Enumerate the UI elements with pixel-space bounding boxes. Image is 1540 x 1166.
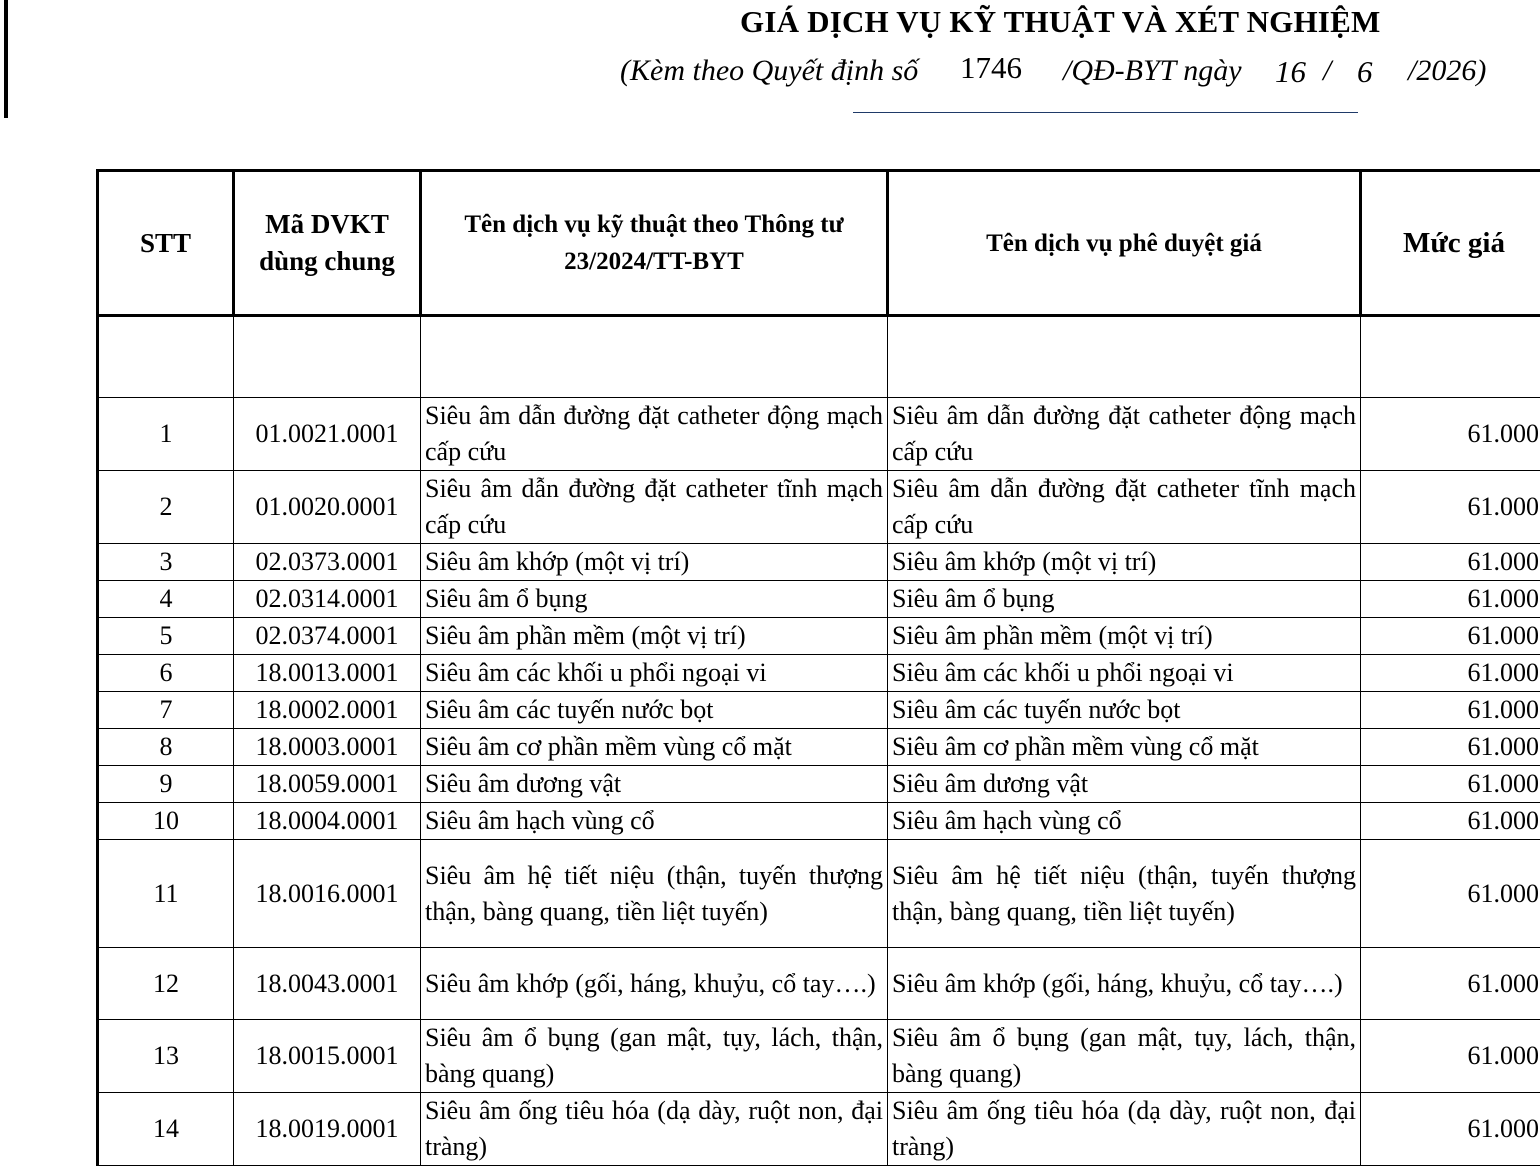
table-row xyxy=(98,471,1540,544)
table-row xyxy=(98,948,1540,1020)
decision-month: 6 xyxy=(1357,54,1373,90)
cell-name-circular: Siêu âm dẫn đường đặt catheter tĩnh mạch cấp cứu xyxy=(421,471,888,544)
cell-code: 18.0003.0001 xyxy=(234,729,421,766)
table-row xyxy=(98,618,1540,655)
cell-price: 61.000 xyxy=(1361,692,1540,729)
header-code: Mã DVKT dùng chung xyxy=(234,171,421,316)
table-row xyxy=(98,803,1540,840)
cell-name-circular: Siêu âm hạch vùng cổ xyxy=(421,803,888,840)
cell-name-approved: Siêu âm ổ bụng xyxy=(888,581,1361,618)
cell-name-approved: Siêu âm hạch vùng cổ xyxy=(888,803,1361,840)
cell-stt: 10 xyxy=(98,803,234,840)
cell-price: 61.000 xyxy=(1361,766,1540,803)
cell-name-circular: Siêu âm phần mềm (một vị trí) xyxy=(421,618,888,655)
cell-name-approved: Siêu âm hệ tiết niệu (thận, tuyến thượng thận, bàng quang, tiền liệt tuyến) xyxy=(888,840,1361,948)
cell-name-circular: Siêu âm các tuyến nước bọt xyxy=(421,692,888,729)
cell-price: 61.000 xyxy=(1361,544,1540,581)
cell-price: 61.000 xyxy=(1361,618,1540,655)
cell-code: 01.0021.0001 xyxy=(234,398,421,471)
empty-row xyxy=(98,316,1540,398)
cell-name-approved: Siêu âm khớp (gối, háng, khuỷu, cổ tay….) xyxy=(888,948,1361,1020)
cell-name-approved: Siêu âm các khối u phổi ngoại vi xyxy=(888,655,1361,692)
cell-name-approved: Siêu âm phần mềm (một vị trí) xyxy=(888,618,1361,655)
cell-code: 18.0015.0001 xyxy=(234,1020,421,1093)
table-row xyxy=(98,840,1540,948)
empty-cell xyxy=(1361,316,1540,398)
cell-name-circular: Siêu âm khớp (gối, háng, khuỷu, cổ tay….) xyxy=(421,948,888,1020)
cell-code: 02.0373.0001 xyxy=(234,544,421,581)
table-row xyxy=(98,766,1540,803)
cell-name-approved: Siêu âm các tuyến nước bọt xyxy=(888,692,1361,729)
cell-stt: 11 xyxy=(98,840,234,948)
cell-stt: 8 xyxy=(98,729,234,766)
cell-stt: 4 xyxy=(98,581,234,618)
header-name-approved: Tên dịch vụ phê duyệt giá xyxy=(888,171,1361,316)
cell-code: 18.0002.0001 xyxy=(234,692,421,729)
decision-suffix: /2026) xyxy=(1408,54,1486,88)
cell-name-approved: Siêu âm khớp (một vị trí) xyxy=(888,544,1361,581)
header-name-circular: Tên dịch vụ kỹ thuật theo Thông tư 23/2024/TT-BYT xyxy=(421,171,888,316)
cell-price: 61.000 xyxy=(1361,840,1540,948)
empty-cell xyxy=(421,316,888,398)
cell-stt: 13 xyxy=(98,1020,234,1093)
decision-reference xyxy=(0,54,1540,98)
empty-cell xyxy=(888,316,1361,398)
empty-cell xyxy=(98,316,234,398)
cell-name-circular: Siêu âm ống tiêu hóa (dạ dày, ruột non, đại tràng) xyxy=(421,1093,888,1166)
cell-price: 61.000 xyxy=(1361,471,1540,544)
cell-price: 61.000 xyxy=(1361,581,1540,618)
cell-code: 02.0374.0001 xyxy=(234,618,421,655)
cell-name-approved: Siêu âm ống tiêu hóa (dạ dày, ruột non, đại tràng) xyxy=(888,1093,1361,1166)
cell-name-circular: Siêu âm các khối u phổi ngoại vi xyxy=(421,655,888,692)
cell-code: 02.0314.0001 xyxy=(234,581,421,618)
cell-name-circular: Siêu âm dương vật xyxy=(421,766,888,803)
table-row xyxy=(98,581,1540,618)
decision-prefix: (Kèm theo Quyết định số xyxy=(620,54,918,88)
table-row xyxy=(98,692,1540,729)
cell-stt: 12 xyxy=(98,948,234,1020)
cell-price: 61.000 xyxy=(1361,729,1540,766)
cell-name-circular: Siêu âm hệ tiết niệu (thận, tuyến thượng thận, bàng quang, tiền liệt tuyến) xyxy=(421,840,888,948)
cell-price: 61.000 xyxy=(1361,655,1540,692)
decision-number: 1746 xyxy=(960,50,1022,86)
decision-day: 16 xyxy=(1275,54,1306,90)
empty-cell xyxy=(234,316,421,398)
table-row xyxy=(98,1093,1540,1166)
cell-code: 18.0016.0001 xyxy=(234,840,421,948)
cell-price: 61.000 xyxy=(1361,1093,1540,1166)
table-row xyxy=(98,544,1540,581)
cell-code: 18.0043.0001 xyxy=(234,948,421,1020)
cell-name-approved: Siêu âm dẫn đường đặt catheter động mạch cấp cứu xyxy=(888,398,1361,471)
cell-name-circular: Siêu âm ổ bụng xyxy=(421,581,888,618)
cell-price: 61.000 xyxy=(1361,398,1540,471)
cell-name-approved: Siêu âm dương vật xyxy=(888,766,1361,803)
cell-stt: 3 xyxy=(98,544,234,581)
table-header-row xyxy=(98,171,1540,316)
date-separator: / xyxy=(1323,54,1331,88)
cell-stt: 5 xyxy=(98,618,234,655)
cell-price: 61.000 xyxy=(1361,1020,1540,1093)
cell-stt: 14 xyxy=(98,1093,234,1166)
table-row xyxy=(98,398,1540,471)
cell-code: 18.0013.0001 xyxy=(234,655,421,692)
header-stt: STT xyxy=(98,171,234,316)
subtitle-underline xyxy=(853,112,1358,113)
cell-code: 18.0059.0001 xyxy=(234,766,421,803)
cell-name-approved: Siêu âm ổ bụng (gan mật, tụy, lách, thận, bàng quang) xyxy=(888,1020,1361,1093)
cell-code: 18.0019.0001 xyxy=(234,1093,421,1166)
cell-name-circular: Siêu âm khớp (một vị trí) xyxy=(421,544,888,581)
cell-code: 18.0004.0001 xyxy=(234,803,421,840)
decision-middle: /QĐ-BYT ngày xyxy=(1063,54,1242,88)
cell-code: 01.0020.0001 xyxy=(234,471,421,544)
cell-name-circular: Siêu âm ổ bụng (gan mật, tụy, lách, thận, bàng quang) xyxy=(421,1020,888,1093)
header-price: Mức giá xyxy=(1361,171,1540,316)
table-row xyxy=(98,1020,1540,1093)
cell-stt: 1 xyxy=(98,398,234,471)
cell-name-circular: Siêu âm cơ phần mềm vùng cổ mặt xyxy=(421,729,888,766)
table-row xyxy=(98,655,1540,692)
table-row xyxy=(98,729,1540,766)
cell-price: 61.000 xyxy=(1361,803,1540,840)
price-table xyxy=(96,169,1540,1166)
cell-stt: 6 xyxy=(98,655,234,692)
cell-price: 61.000 xyxy=(1361,948,1540,1020)
cell-name-approved: Siêu âm cơ phần mềm vùng cổ mặt xyxy=(888,729,1361,766)
cell-name-approved: Siêu âm dẫn đường đặt catheter tĩnh mạch cấp cứu xyxy=(888,471,1361,544)
cell-stt: 2 xyxy=(98,471,234,544)
cell-stt: 7 xyxy=(98,692,234,729)
cell-stt: 9 xyxy=(98,766,234,803)
cell-name-circular: Siêu âm dẫn đường đặt catheter động mạch cấp cứu xyxy=(421,398,888,471)
document-title: GIÁ DỊCH VỤ KỸ THUẬT VÀ XÉT NGHIỆM xyxy=(740,4,1380,40)
